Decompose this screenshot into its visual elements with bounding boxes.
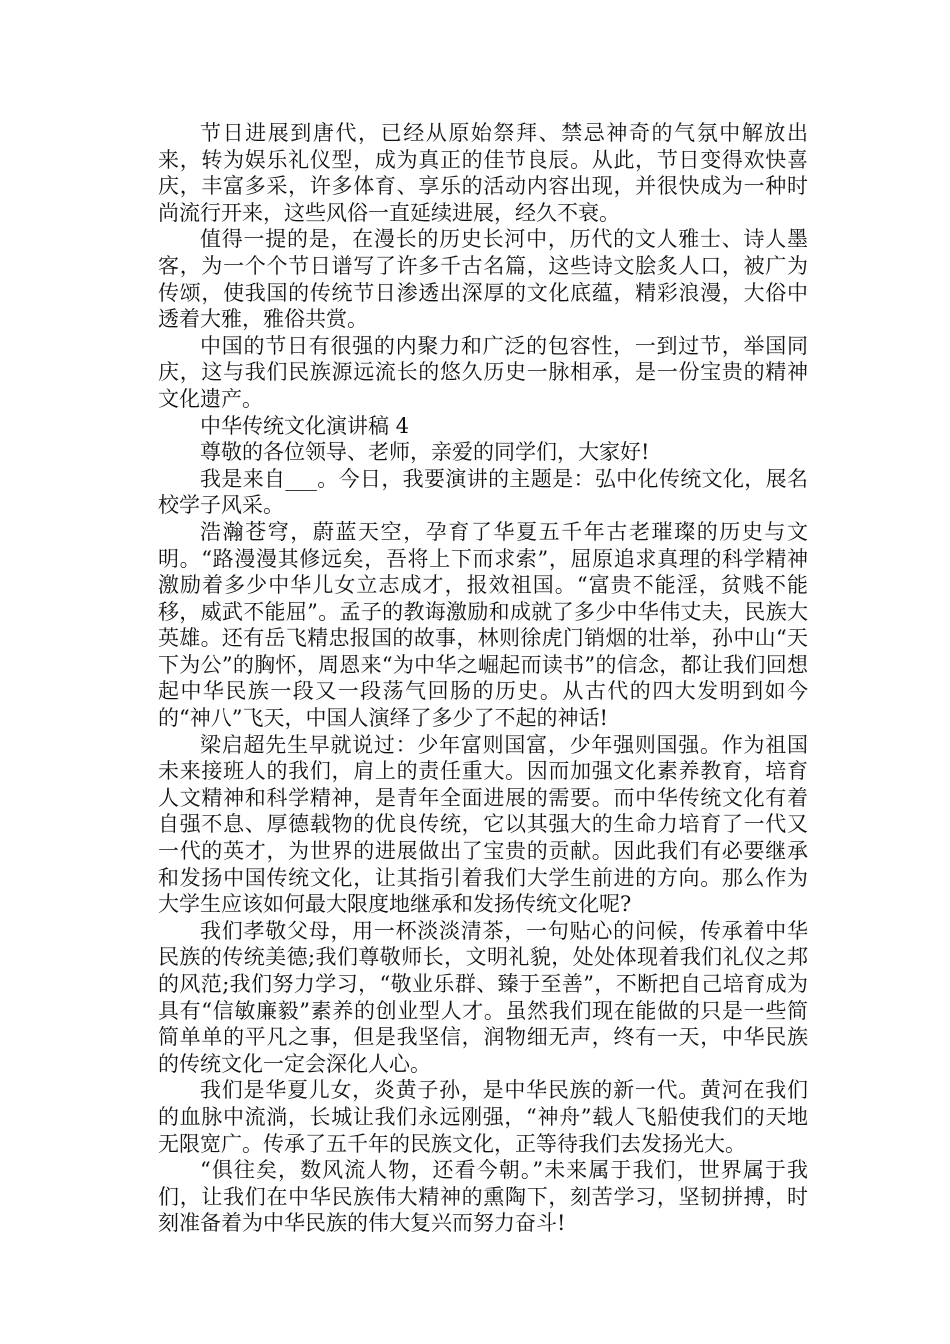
greeting-paragraph: 尊敬的各位领导、老师，亲爱的同学们，大家好!: [200, 440, 650, 465]
paragraph-intro: 我是来自___。今日，我要演讲的主题是：弘中化传统文化，展名校学子风采。: [158, 466, 808, 518]
section-heading: 中华传统文化演讲稿 4: [200, 413, 410, 438]
paragraph-liang-qichao: 梁启超先生早就说过：少年富则国富，少年强则国强。作为祖国未来接班人的我们，肩上的责任重大。因而加强文化素养教育，培育人文精神和科学精神，是青年全面进展的需要。而中华传统文化有着自强不息、厚德载物的优良传统，它以其强大的生命力培育了一代又一代的英才，为世界的进展做出了宝贵的贡献。因此我们有必要继承和发扬中国传统文化，让其指引着我们大学生前进的方向。那么作为大学生应该如何最大限度地继承和发扬传统文化呢?: [158, 732, 808, 917]
paragraph-closing: “俱往矣，数风流人物，还看今朝。”未来属于我们，世界属于我们，让我们在中华民族伟大精神的熏陶下，刻苦学习，坚韧拼搏，时刻准备着为中华民族的伟大复兴而努力奋斗!: [158, 1158, 808, 1236]
paragraph-3: 中国的节日有很强的内聚力和广泛的包容性，一到过节，举国同庆，这与我们民族源远流长的悠久历史一脉相承，是一份宝贵的精神文化遗产。: [158, 333, 808, 411]
paragraph-2: 值得一提的是，在漫长的历史长河中，历代的文人雅士、诗人墨客，为一个个节日谱写了许多千古名篇，这些诗文脍炙人口，被广为传颂，使我国的传统节日渗透出深厚的文化底蕴，精彩浪漫，大俗中透着大雅，雅俗共赏。: [158, 227, 808, 332]
paragraph-filial-piety: 我们孝敬父母，用一杯淡淡清茶，一句贴心的问候，传承着中华民族的传统美德;我们尊敬师长，文明礼貌，处处体现着我们礼仪之邦的风范;我们努力学习，“敬业乐群、臻于至善”，不断把自己培育成为具有“信敏廉毅”素养的创业型人才。虽然我们现在能做的只是一些简简单单的平凡之事，但是我坚信，润物细无声，终有一天，中华民族的传统文化一定会深化人心。: [158, 918, 808, 1076]
paragraph-new-generation: 我们是华夏儿女，炎黄子孙，是中华民族的新一代。黄河在我们的血脉中流淌，长城让我们永远刚强，“神舟”载人飞船使我们的天地无限宽广。传承了五千年的民族文化，正等待我们去发扬光大。: [158, 1078, 808, 1156]
paragraph-history: 浩瀚苍穹，蔚蓝天空，孕育了华夏五千年古老璀璨的历史与文明。“路漫漫其修远矣，吾将上下而求索”，屈原追求真理的科学精神激励着多少中华儿女立志成才，报效祖国。“富贵不能淫，贫贱不能移，威武不能屈”。孟子的教诲激励和成就了多少中华伟丈夫，民族大英雄。还有岳飞精忠报国的故事，林则徐虎门销烟的壮举，孙中山“天下为公”的胸怀，周恩来“为中华之崛起而读书”的信念，都让我们回想起中华民族一段又一段荡气回肠的历史。从古代的四大发明到如今的“神八”飞天，中国人演绎了多少了不起的神话!: [158, 519, 808, 731]
paragraph-1: 节日进展到唐代，已经从原始祭拜、禁忌神奇的气氛中解放出来，转为娱乐礼仪型，成为真正的佳节良辰。从此，节日变得欢快喜庆，丰富多采，许多体育、享乐的活动内容出现，并很快成为一种时尚流行开来，这些风俗一直延续进展，经久不衰。: [158, 121, 808, 225]
document-body: [158, 120, 808, 1237]
